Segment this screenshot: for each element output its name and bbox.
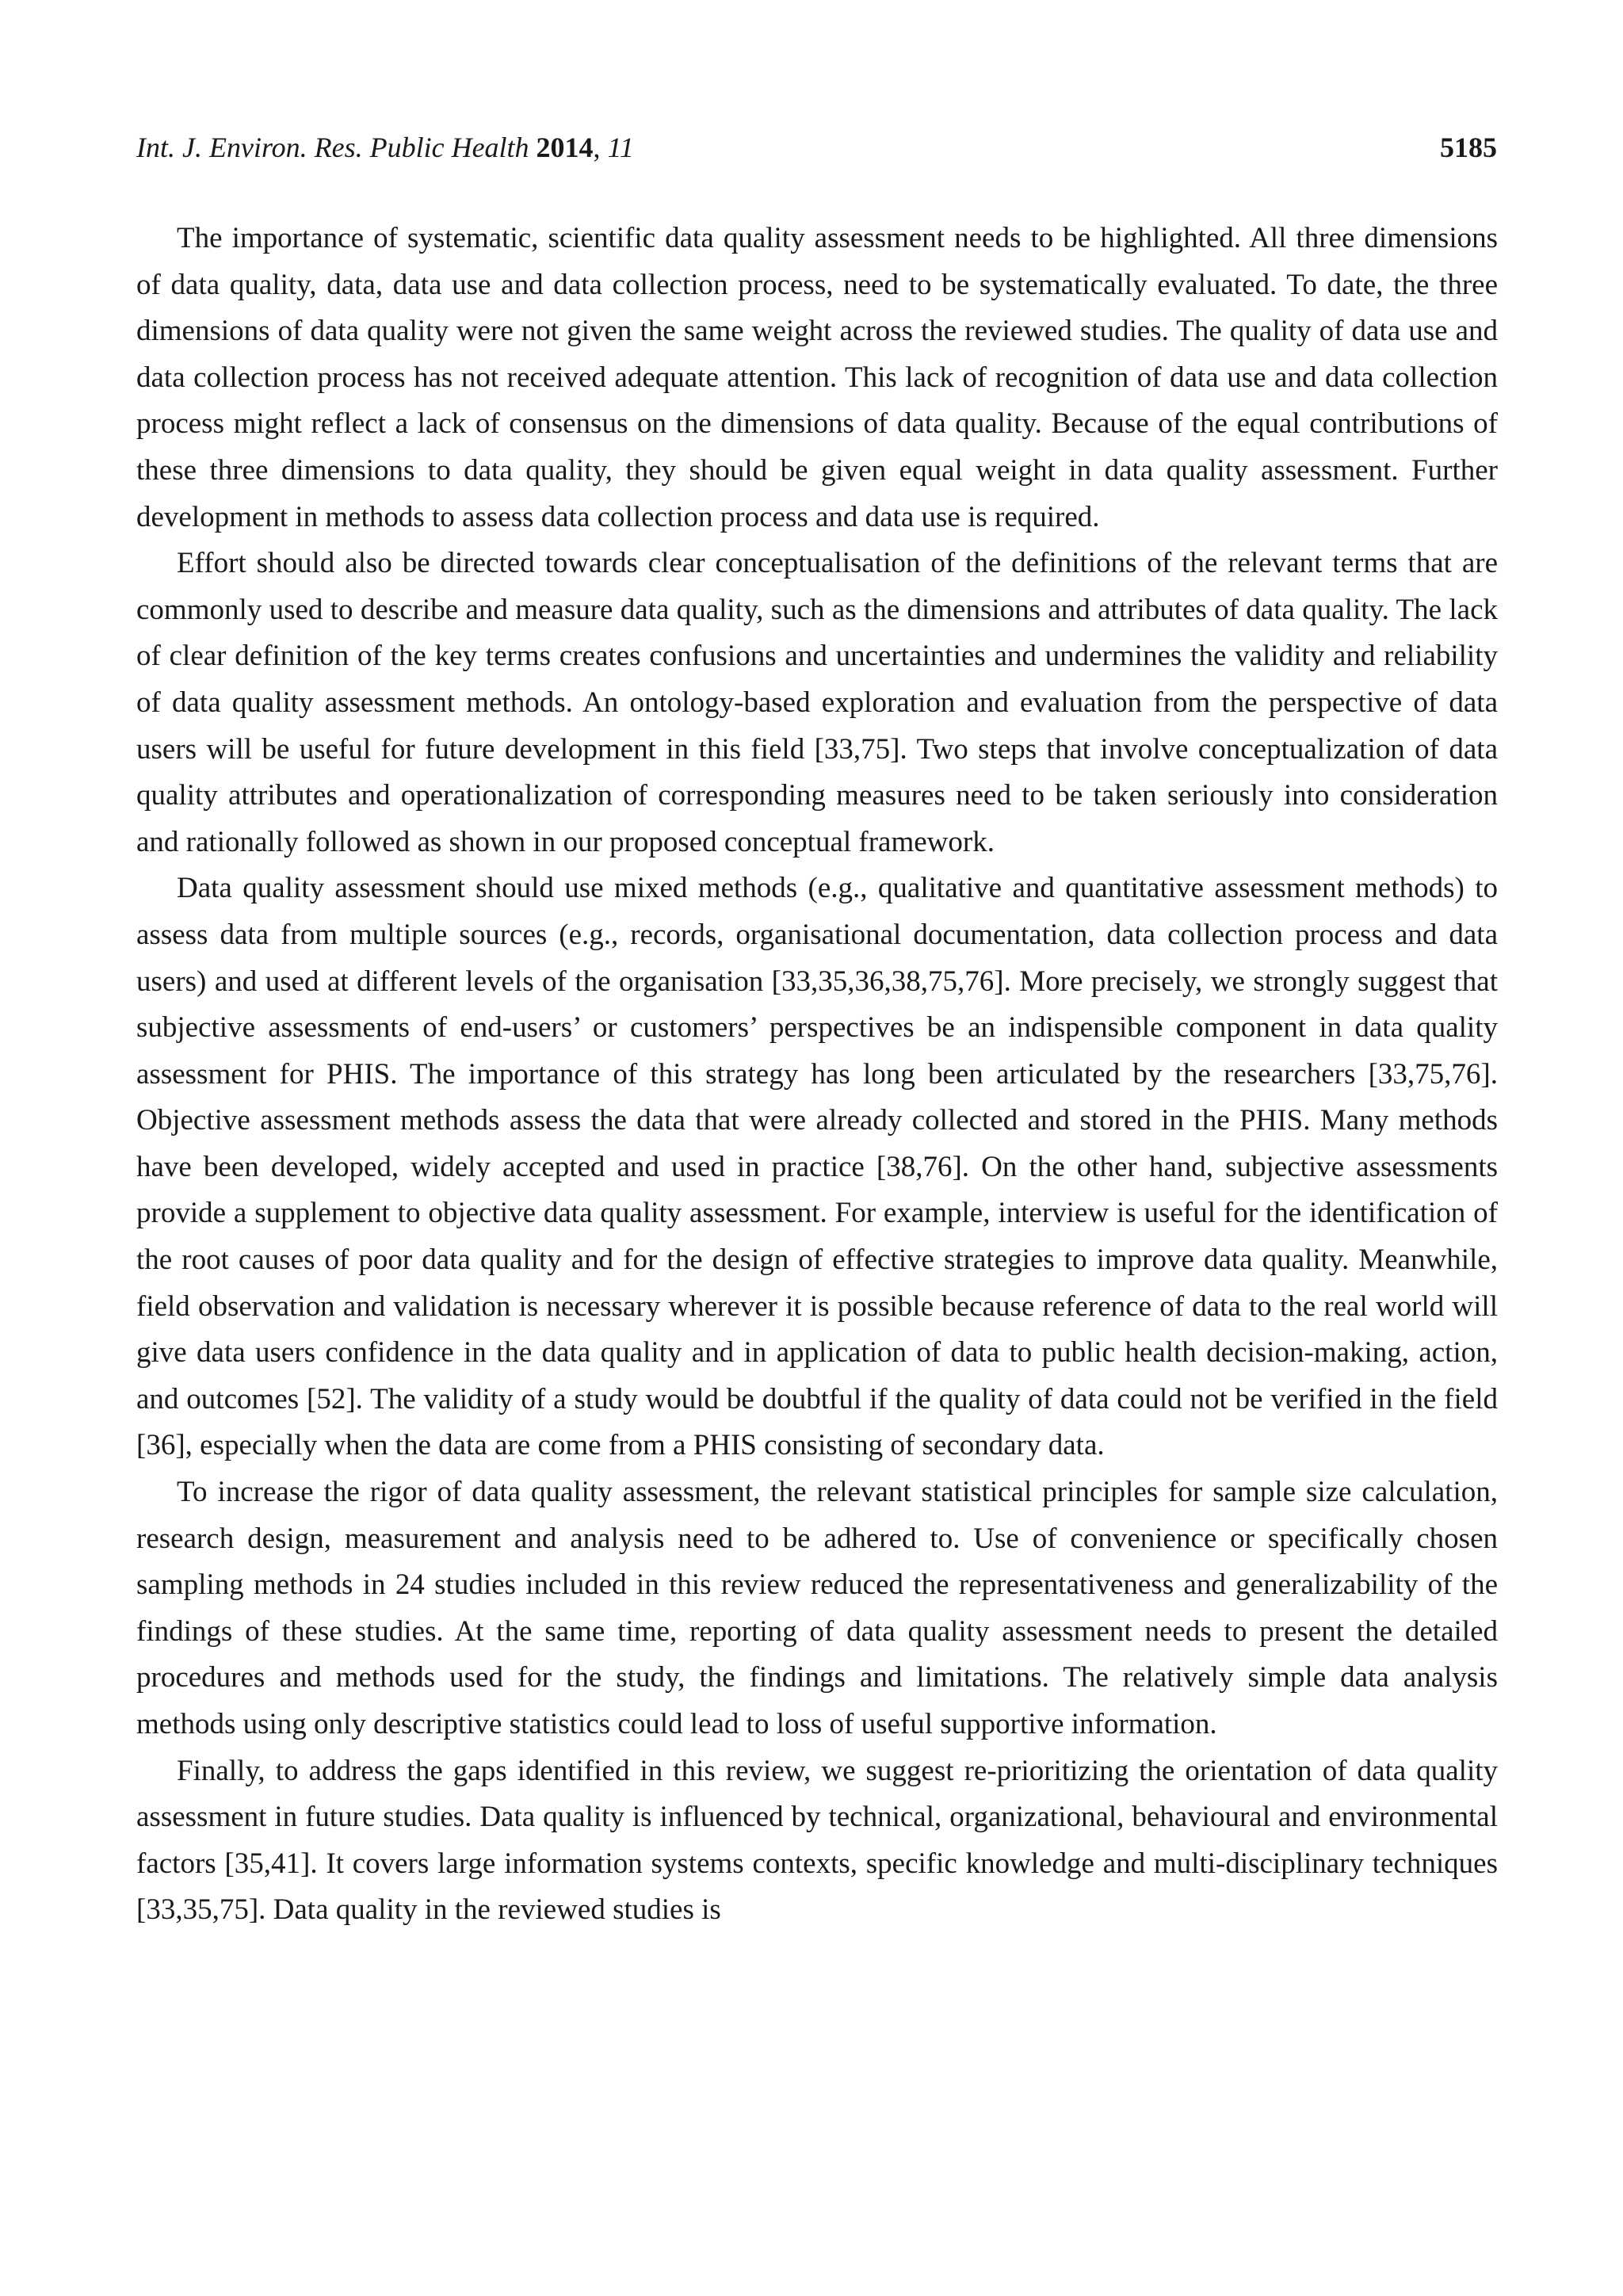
paragraph-re-prioritizing: Finally, to address the gaps identified in this review, we suggest re-prioritizing the orientation of data quality assessment in future studies. Data quality is influenced by technical, organizational, behavioural and environmental factors [35,41]. It covers large information systems contexts, specific knowledge and multi-disciplinary techniques [33,35,75]. Data quality in the reviewed studies is xyxy=(136,1754,1498,1927)
paragraph-statistical-rigor: To increase the rigor of data quality assessment, the relevant statistical principles for sample size calculation, research design, measurement and analysis need to be adhered to. Use of convenience or specifically chosen sampling methods in 24 studies included in this review reduced the representativeness and generalizability of the findings of these studies. At the same time, reporting of data quality assessment needs to present the detailed procedures and methods used for the study, the findings and limitations. The relatively simple data analysis methods using only descriptive statistics could lead to loss of useful supportive information. xyxy=(136,1476,1498,1740)
journal-year: 2014 xyxy=(536,132,594,163)
journal-citation: Int. J. Environ. Res. Public Health 2014, 11 xyxy=(136,132,634,163)
body-text xyxy=(136,216,1498,1934)
paragraph-mixed-methods: Data quality assessment should use mixed methods (e.g., qualitative and quantitative assessment methods) to assess data from multiple sources (e.g., records, organisational documentation, data collection process and data users) and used at different levels of the organisation [33,35,36,38,75,76]. More precisely, we strongly suggest that subjective assessments of end-users’ or customers’ perspectives be an indispensible component in data quality assessment for PHIS. The importance of this strategy has long been articulated by the researchers [33,75,76]. Objective assessment methods assess the data that were already collected and stored in the PHIS. Many methods have been developed, widely accepted and used in practice [38,76]. On the other hand, subjective assessments provide a supplement to objective data quality assessment. For example, interview is useful for the identification of the root causes of poor data quality and for the design of effective strategies to improve data quality. Meanwhile, field observation and validation is necessary wherever it is possible because reference of data to the real world will give data users confidence in the data quality and in application of data to public health decision-making, action, and outcomes [52]. The validity of a study would be doubtful if the quality of data could not be verified in the field [36], especially when the data are come from a PHIS consisting of secondary data. xyxy=(136,872,1498,1462)
running-header xyxy=(136,127,1497,168)
journal-volume: 11 xyxy=(607,132,634,163)
journal-name: Int. J. Environ. Res. Public Health xyxy=(136,132,529,163)
page-number: 5185 xyxy=(1440,132,1497,163)
paragraph-conceptualisation: Effort should also be directed towards clear conceptualisation of the definitions of the relevant terms that are commonly used to describe and measure data quality, such as the dimensions and attributes of data quality. The lack of clear definition of the key terms creates confusions and uncertainties and undermines the validity and reliability of data quality assessment methods. An ontology-based exploration and evaluation from the perspective of data users will be useful for future development in this field [33,75]. Two steps that involve conceptualization of data quality attributes and operationalization of corresponding measures need to be taken seriously into consideration and rationally followed as shown in our proposed conceptual framework. xyxy=(136,547,1498,858)
paragraph-data-quality-dimensions: The importance of systematic, scientific data quality assessment needs to be highlighted. All three dimensions of data quality, data, data use and data collection process, need to be systematically evaluated. To date, the three dimensions of data quality were not given the same weight across the reviewed studies. The quality of data use and data collection process has not received adequate attention. This lack of recognition of data use and data collection process might reflect a lack of consensus on the dimensions of data quality. Because of the equal contributions of these three dimensions to data quality, they should be given equal weight in data quality assessment. Further development in methods to assess data collection process and data use is required. xyxy=(136,222,1498,533)
